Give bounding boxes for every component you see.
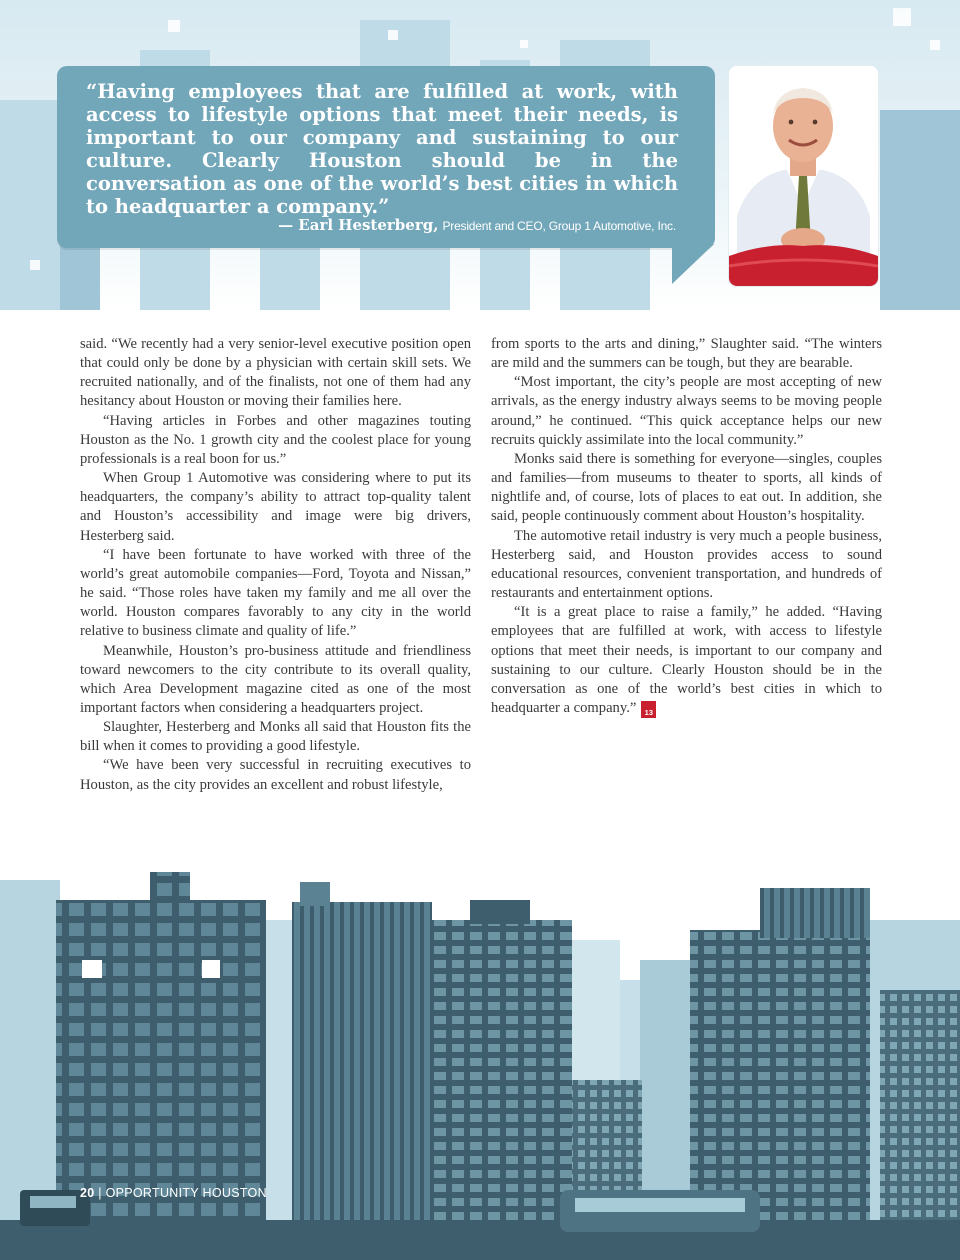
attribution-title: President and CEO, Group 1 Automotive, Inc. — [442, 219, 676, 233]
paragraph: “Most important, the city’s people are most accepting of new arrivals, as the energy industry always seems to be moving people around,” he continued. “This quick acceptance helps our new recruits quickly assimilate into the local community.” — [491, 374, 882, 448]
paragraph-last-text: “It is a great place to raise a family,” he added. “Having employees that are fulfilled at work, with access to lifestyle options that meet their needs, is important to our company and sustaining to our culture. Clearly Houston should be in the conversation as one of the world’s best cities in which to headquarter a company.” — [491, 604, 882, 716]
end-mark-line: 20 — [664, 699, 673, 709]
page-number: 20 — [80, 1186, 95, 1200]
page-footer — [80, 1186, 267, 1200]
paragraph: “Having articles in Forbes and other magazines touting Houston as the No. 1 growth city and the coolest place for young professionals is a real boon for us.” — [80, 412, 471, 467]
city-skyline-illustration — [0, 860, 960, 1260]
pixel-square — [388, 30, 398, 40]
paragraph: Slaughter, Hesterberg and Monks all said that Houston fits the bill when it comes to providing a good lifestyle. — [80, 719, 471, 755]
paragraph-last — [491, 603, 882, 718]
pixel-square — [520, 40, 528, 48]
end-mark-icon — [641, 699, 673, 718]
pull-quote-tail — [672, 244, 714, 284]
pixel-square — [168, 20, 180, 32]
publication-name: | OPPORTUNITY HOUSTON — [98, 1186, 267, 1200]
attribution-name: — Earl Hesterberg, — [278, 216, 439, 234]
pull-quote-text: “Having employees that are fulfilled at work, with access to lifestyle options that meet their needs, is important to our company and sustaining to our culture. Clearly Houston should be in the conversation as one of the world’s best cities in which to headquarter a company.” — [86, 80, 678, 218]
paragraph: The automotive retail industry is very much a people business, Hesterberg said, and Houston provides access to sound educational resources, convenient transportation, and hundreds of restaurants and entertainment options. — [491, 527, 882, 602]
paragraph: from sports to the arts and dining,” Slaughter said. “The winters are mild and the summers can be tough, but they are bearable. — [491, 336, 882, 372]
paragraph: “We have been very successful in recruiting executives to Houston, as the city provides an excellent and robust lifestyle, — [80, 757, 471, 793]
portrait-photo — [729, 66, 878, 286]
pixel-square — [893, 8, 911, 26]
portrait-illustration — [729, 66, 878, 286]
article-column-left — [80, 335, 471, 795]
sky-building — [0, 100, 60, 310]
sky-building — [880, 110, 960, 310]
pixel-square — [930, 40, 940, 50]
skyline-svg — [0, 860, 960, 1260]
paragraph: Meanwhile, Houston’s pro-business attitude and friendliness toward newcomers to the city contribute to its overall quality, which Area Development magazine cited as one of the most important factors when considering a headquarters project. — [80, 642, 471, 716]
paragraph: When Group 1 Automotive was considering where to put its headquarters, the company’s ability to attract top-quality talent and Houston’s accessibility and image were big drivers, Hesterberg said. — [80, 470, 471, 544]
pull-quote-attribution — [86, 216, 676, 235]
end-mark-line: 13 — [644, 707, 653, 717]
paragraph: said. “We recently had a very senior-level executive position open that could only be done by a physician with certain skill sets. We recruited nationally, and of the finalists, not one of them had any hesitancy about Houston or moving their families here. — [80, 336, 471, 410]
paragraph: “I have been fortunate to have worked with three of the world’s great automobile companies—Ford, Toyota and Nissan,” he said. “Those roles have taken my family and me all over the world. Houston compares favorably to any city in the world relative to business climate and quality of life.” — [80, 546, 471, 640]
article-column-right — [491, 335, 882, 718]
paragraph: Monks said there is something for everyone—singles, couples and families—from museums to theater to sports, all kinds of nightlife and, of course, lots of places to eat out. In addition, she said, people continuously comment about Houston’s hospitality. — [491, 450, 882, 525]
pixel-square — [30, 260, 40, 270]
